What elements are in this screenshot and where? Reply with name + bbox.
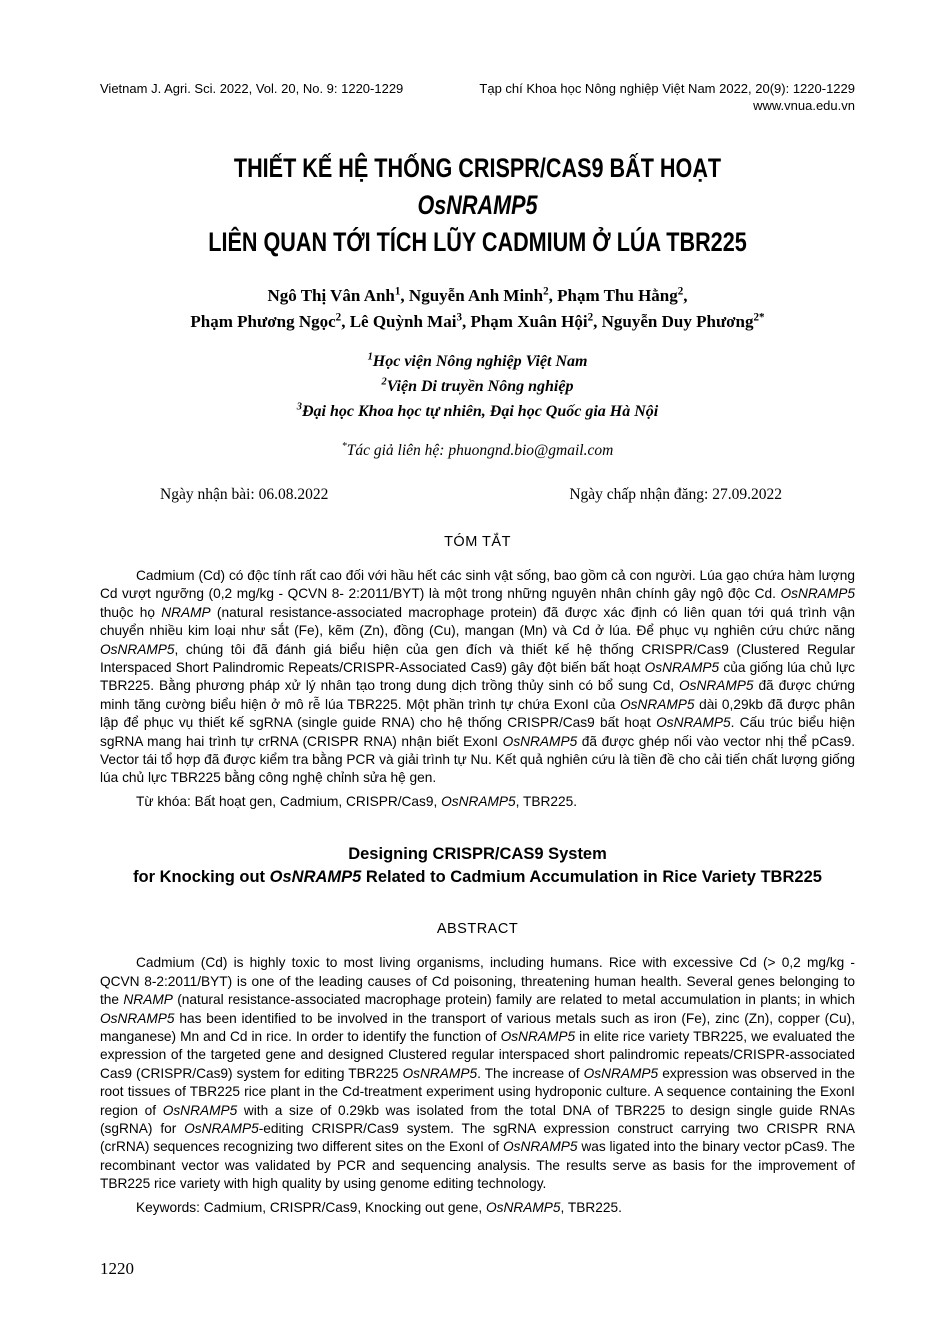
abstract-vi-paragraph: Cadmium (Cd) có độc tính rất cao đối với hầu hết các sinh vật sống, bao gồm cả con người. Lúa gạo chứa hàm lượng Cd vượt ngưỡng (0,2 mg/kg - QCVN 8- 2:2011/BYT) là một trong những nguyên nhân chính gây ngộ độc Cd. OsNRAMP5 thuộc họ NRAMP (natural resistance-associated macrophage protein) đã được xác định có liên quan tới quá trình vận chuyển nhiều kim loại như sắt (Fe), kẽm (Zn), đồng (Cu), mangan (Mn) và Cd ở lúa. Để phục vụ nghiên cứu chức năng OsNRAMP5, chúng tôi đã đánh giá biểu hiện của gen đích và thiết kế hệ thống CRISPR/Cas9 (Clustered Regular Interspaced Short Palindromic Repeats/CRISPR-Associated Cas9) gây đột biến bất hoạt OsNRAMP5 của giống lúa chủ lực TBR225. Bằng phương pháp xử lý nhân tạo trong dung dịch trồng thủy sinh có bổ sung Cd, OsNRAMP5 đã được chứng minh tăng cường biểu hiện ở mô rễ lúa TBR225. Một phần trình tự chứa ExonI của OsNRAMP5 dài 0,29kb đã được phân lập để phục vụ thiết kế sgRNA (single guide RNA) cho hệ thống CRISPR/Cas9 bất hoạt OsNRAMP5. Cấu trúc biểu hiện sgRNA mang hai trình tự crRNA (CRISPR RNA) nhận biết ExonI OsNRAMP5 đã được ghép nối vào vector nhị thể pCas9. Vector tái tổ hợp đã được kiểm tra bằng PCR và giải trình tự Nu. Kết quả nghiên cứu là tiền đề cho cải tiến chất lượng giống lúa chủ lực TBR225 bằng công nghệ chỉnh sửa hệ gen. [100, 568, 855, 786]
author-line-1: Ngô Thị Vân Anh$^1$, Nguyễn Anh Minh$^2$, Phạm Thu Hằng$^2$, [267, 285, 688, 305]
affiliation-2: $^2$Viện Di truyền Nông nghiệp [381, 376, 574, 395]
journal-header-right [479, 80, 855, 114]
date-received: Ngày nhận bài: 06.08.2022 [160, 486, 329, 503]
keywords-vi: Từ khóa: Bất hoạt gen, Cadmium, CRISPR/Cas9, OsNRAMP5, TBR225. [136, 793, 578, 809]
affiliation-list [100, 349, 855, 424]
journal-header [100, 80, 855, 114]
journal-citation-en: Vietnam J. Agri. Sci. 2022, Vol. 20, No. 9: 1220-1229 [100, 81, 404, 96]
page-number: 1220 [100, 1258, 134, 1278]
journal-website: www.vnua.edu.vn [753, 98, 855, 113]
paper-title-vi [100, 150, 855, 261]
author-line-2: Phạm Phương Ngọc$^2$, Lê Quỳnh Mai$^3$, Phạm Xuân Hội$^2$, Nguyễn Duy Phương$^{2*}$ [190, 311, 765, 331]
affiliation-3: $^3$Đại học Khoa học tự nhiên, Đại học Quốc gia Hà Nội [296, 401, 659, 420]
paper-title-en [100, 843, 855, 889]
abstract-en-heading: ABSTRACT [436, 921, 519, 938]
journal-citation-vi: Tạp chí Khoa học Nông nghiệp Việt Nam 2022, 20(9): 1220-1229 [479, 81, 855, 96]
abstract-vi-heading: TÓM TẮT [444, 534, 511, 550]
paper-title-vi-line1: THIẾT KẾ HỆ THỐNG CRISPR/CAS9 BẤT HOẠT OsNRAMP5 [233, 153, 722, 220]
date-accepted: Ngày chấp nhận đăng: 27.09.2022 [569, 486, 782, 503]
abstract-en-paragraph: Cadmium (Cd) is highly toxic to most living organisms, including humans. Rice with excessive Cd (> 0,2 mg/kg - QCVN 8-2:2011/BYT) is one of the leading causes of Cd poisoning, threatening human health. Several genes belonging to the NRAMP (natural resistance-associated macrophage protein) family are related to metal accumulation in plants; in which OsNRAMP5 has been identified to be involved in the transport of various metals such as iron (Fe), zinc (Zn), copper (Cu), manganese) Mn and Cd in rice. In order to identify the function of OsNRAMP5 in elite rice variety TBR225, we evaluated the expression of the targeted gene and designed Clustered regular interspaced short palindromic repeats/CRISPR-associated Cas9 (CRISPR/Cas9) system for editing TBR225 OsNRAMP5. The increase of OsNRAMP5 expression was observed in the root tissues of TBR225 rice plant in the Cd-treatment experiment using hydroponic culture. A sequence containing the ExonI region of OsNRAMP5 with a size of 0.29kb was isolated from the total DNA of TBR225 to design single guide RNAs (sgRNA) for OsNRAMP5-editing CRISPR/Cas9 system. The sgRNA expression construct carrying two CRISPR RNA (crRNA) sequences recognizing two different sites on the ExonI of OsNRAMP5 was ligated into the binary vector pCas9. The recombinant vector was validated by PCR and sequencing analysis. The results serve as basis for the improvement of TBR225 rice variety with high quality by using genome editing technology. [100, 955, 855, 1192]
keywords-en: Keywords: Cadmium, CRISPR/Cas9, Knocking out gene, OsNRAMP5, TBR225. [136, 1199, 622, 1215]
paper-title-vi-line2: LIÊN QUAN TỚI TÍCH LŨY CADMIUM Ở LÚA TBR225 [208, 227, 747, 257]
author-list [100, 283, 855, 335]
corresponding-author-note: *Tác giả liên hệ: phuongnd.bio@gmail.com [341, 440, 614, 459]
paper-title-en-line1: Designing CRISPR/CAS9 System [348, 845, 607, 864]
submission-dates [100, 486, 855, 504]
paper-title-en-line2: for Knocking out OsNRAMP5 Related to Cadmium Accumulation in Rice Variety TBR225 [133, 868, 822, 887]
affiliation-1: $^1$Học viện Nông nghiệp Việt Nam [367, 351, 588, 370]
